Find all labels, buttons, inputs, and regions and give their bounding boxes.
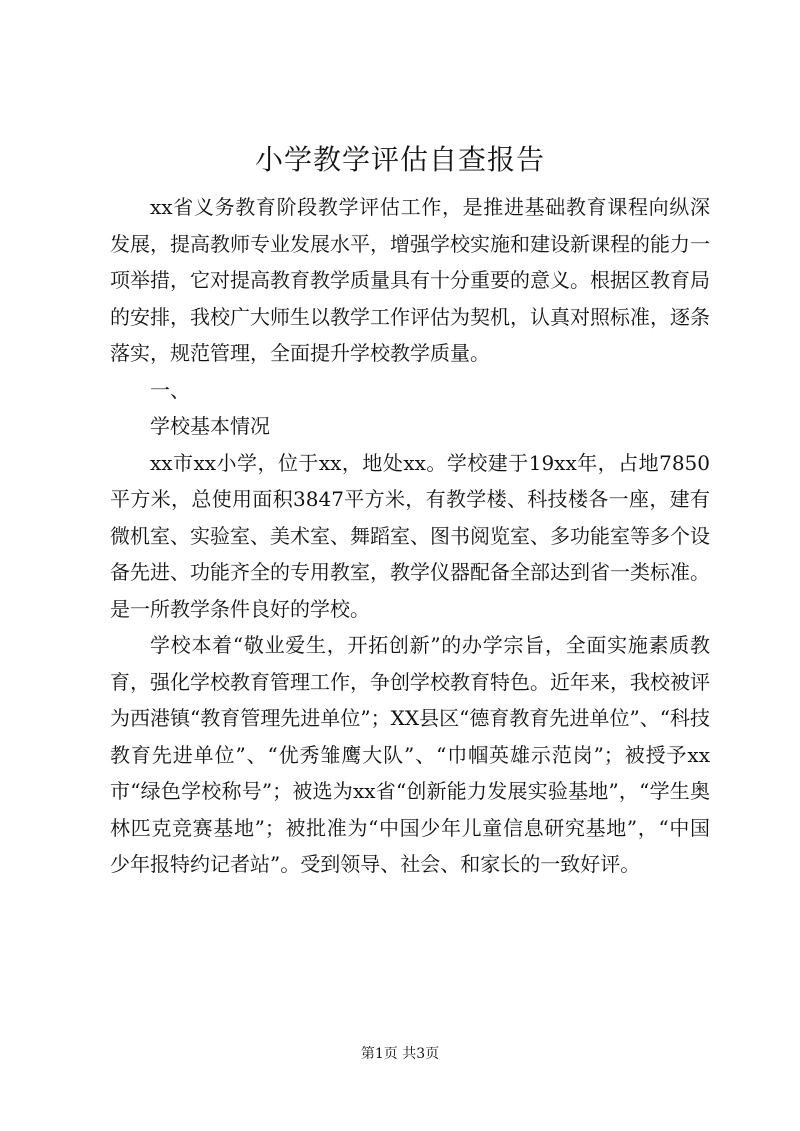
school-info-paragraph: xx市xx小学，位于xx，地处xx。学校建于19xx年，占地7850平方米，总使用面积3847平方米，有教学楼、科技楼各一座，建有微机室、实验室、美术室、舞蹈室、图书阅览室、多功能室等多个设备先进、功能齐全的专用教室，教学仪器配备全部达到省一类标准。是一所教学条件良好的学校。 [110,450,710,621]
section-number: 一、 [150,377,190,402]
honors-paragraph: 学校本着“敬业爱生，开拓创新”的办学宗旨，全面实施素质教育，强化学校教育管理工作，争创学校教育特色。近年来，我校被评为西港镇“教育管理先进单位”；XX县区“德育教育先进单位”、“科技教育先进单位”、“优秀雏鹰大队”、“巾帼英雄示范岗”；被授予xx市“绿色学校称号”；被选为xx省“创新能力发展实验基地”，“学生奥林匹克竞赛基地”；被批准为“中国少年儿童信息研究基地”，“中国少年报特约记者站”。受到领导、社会、和家长的一致好评。 [110,633,710,876]
document-title: 小学教学评估自查报告 [254,143,545,176]
page-footer: 第1页 共3页 [360,1046,440,1062]
section-heading: 学校基本情况 [150,414,270,438]
document-body [110,189,710,883]
intro-paragraph: xx省义务教育阶段教学评估工作，是推进基础教育课程向纵深发展，提高教师专业发展水平，增强学校实施和建设新课程的能力一项举措，它对提高教育教学质量具有十分重要的意义。根据区教育局的安排，我校广大师生以教学工作评估为契机，认真对照标准，逐条落实，规范管理，全面提升学校教学质量。 [110,195,710,365]
